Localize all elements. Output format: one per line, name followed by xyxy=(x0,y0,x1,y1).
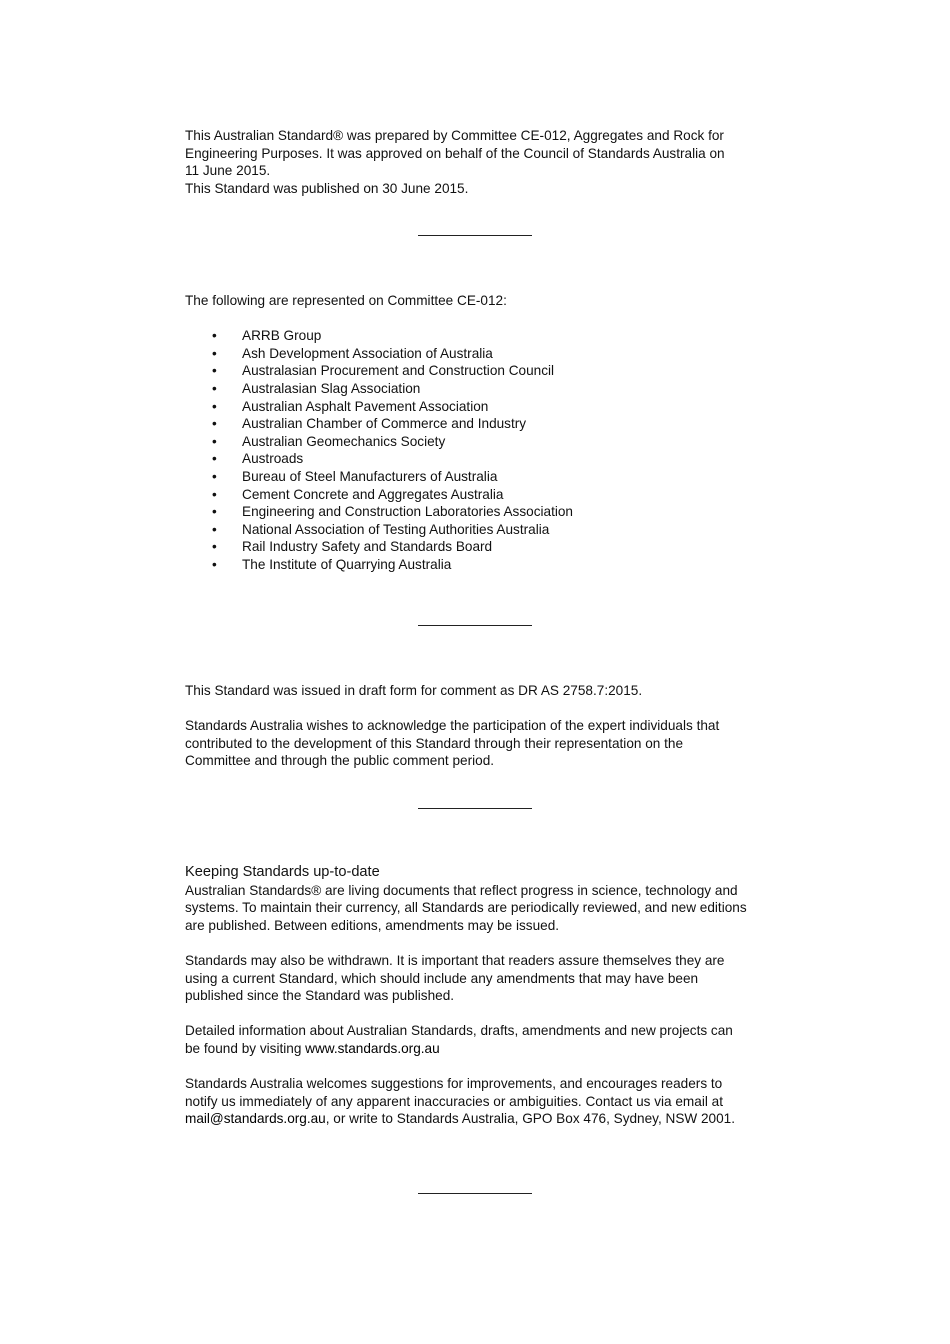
acknowledgement-line-2: contributed to the development of this Standard through their representation on the xyxy=(185,735,684,751)
paragraph-4-line-3: mail@standards.org.au, or write to Standards Australia, GPO Box 476, Sydney, NSW 2001. xyxy=(185,1111,736,1127)
list-item: • Australian Geomechanics Society xyxy=(212,433,446,449)
paragraph-1-line-2: systems. To maintain their currency, all Standards are periodically reviewed, and new editions xyxy=(185,900,747,916)
list-item: • ARRB Group xyxy=(212,328,322,344)
paragraph-1-line-3: are published. Between editions, amendments may be issued. xyxy=(185,917,560,933)
section-divider-3 xyxy=(418,808,532,809)
list-item: • Australasian Slag Association xyxy=(212,380,421,396)
acknowledgement-line-1: Standards Australia wishes to acknowledge the participation of the expert individuals that xyxy=(185,718,720,734)
paragraph-2-line-1: Standards may also be withdrawn. It is important that readers assure themselves they are xyxy=(185,952,725,968)
section-heading: Keeping Standards up-to-date xyxy=(185,864,380,880)
prep-line-1: This Australian Standard® was prepared by Committee CE-012, Aggregates and Rock for xyxy=(185,128,724,143)
paragraph-3-line-2: be found by visiting www.standards.org.au xyxy=(185,1040,440,1056)
bullet-icon: • xyxy=(212,556,217,572)
list-item: • Australian Asphalt Pavement Association xyxy=(212,398,489,414)
list-item: • Austroads xyxy=(212,451,304,467)
list-item: • Australasian Procurement and Construction Council xyxy=(212,363,555,379)
paragraph-2-line-2: using a current Standard, which should include any amendments that may have been xyxy=(185,970,699,986)
bullet-icon: • xyxy=(212,521,217,537)
list-item: • Rail Industry Safety and Standards Board xyxy=(212,539,493,555)
list-item: • Bureau of Steel Manufacturers of Australia xyxy=(212,468,498,484)
list-item: • The Institute of Quarrying Australia xyxy=(212,556,452,572)
keeping-standards-section xyxy=(185,864,775,1128)
section-divider-4 xyxy=(418,1193,532,1194)
bullet-icon: • xyxy=(212,539,217,555)
bullet-icon: • xyxy=(212,468,217,484)
list-item: • National Association of Testing Authorities Australia xyxy=(212,521,550,537)
list-item: • Australian Chamber of Commerce and Industry xyxy=(212,416,527,432)
section-divider-2 xyxy=(418,625,532,626)
draft-statement: This Standard was issued in draft form for comment as DR AS 2758.7:2015. xyxy=(185,683,643,698)
committee-member-list xyxy=(185,327,775,573)
bullet-icon: • xyxy=(212,504,217,520)
paragraph-2-line-3: published since the Standard was published. xyxy=(185,988,455,1004)
bullet-icon: • xyxy=(212,433,217,449)
paragraph-1-line-1: Australian Standards® are living documents that reflect progress in science, technology and xyxy=(185,882,738,898)
list-item: • Ash Development Association of Australia xyxy=(212,345,493,361)
list-item: • Cement Concrete and Aggregates Australia xyxy=(212,486,504,502)
bullet-icon: • xyxy=(212,486,217,502)
paragraph-4-line-1: Standards Australia welcomes suggestions for improvements, and encourages readers to xyxy=(185,1076,723,1092)
paragraph-3-line-1: Detailed information about Australian Standards, drafts, amendments and new projects can xyxy=(185,1023,733,1039)
prep-line-3: 11 June 2015. xyxy=(185,163,271,179)
bullet-icon: • xyxy=(212,451,217,467)
preparation-statement xyxy=(185,127,775,197)
prep-line-4: This Standard was published on 30 June 2015. xyxy=(185,180,469,196)
email-link[interactable]: mail@standards.org.au xyxy=(185,1111,326,1127)
section-divider-1 xyxy=(418,235,532,236)
bullet-icon: • xyxy=(212,363,217,379)
bullet-icon: • xyxy=(212,416,217,432)
prep-line-2: Engineering Purposes. It was approved on behalf of the Council of Standards Australia on xyxy=(185,145,725,161)
website-link[interactable]: www.standards.org.au xyxy=(305,1040,440,1056)
bullet-icon: • xyxy=(212,380,217,396)
bullet-icon: • xyxy=(212,328,217,344)
acknowledgement-line-3: Committee and through the public comment period. xyxy=(185,753,495,769)
draft-section xyxy=(185,682,775,770)
committee-intro: The following are represented on Committee CE-012: xyxy=(185,293,507,308)
bullet-icon: • xyxy=(212,398,217,414)
list-item: • Engineering and Construction Laboratories Association xyxy=(212,504,573,520)
paragraph-4-line-2: notify us immediately of any apparent inaccuracies or ambiguities. Contact us via email at xyxy=(185,1093,723,1109)
committee-section xyxy=(185,292,775,574)
bullet-icon: • xyxy=(212,345,217,361)
